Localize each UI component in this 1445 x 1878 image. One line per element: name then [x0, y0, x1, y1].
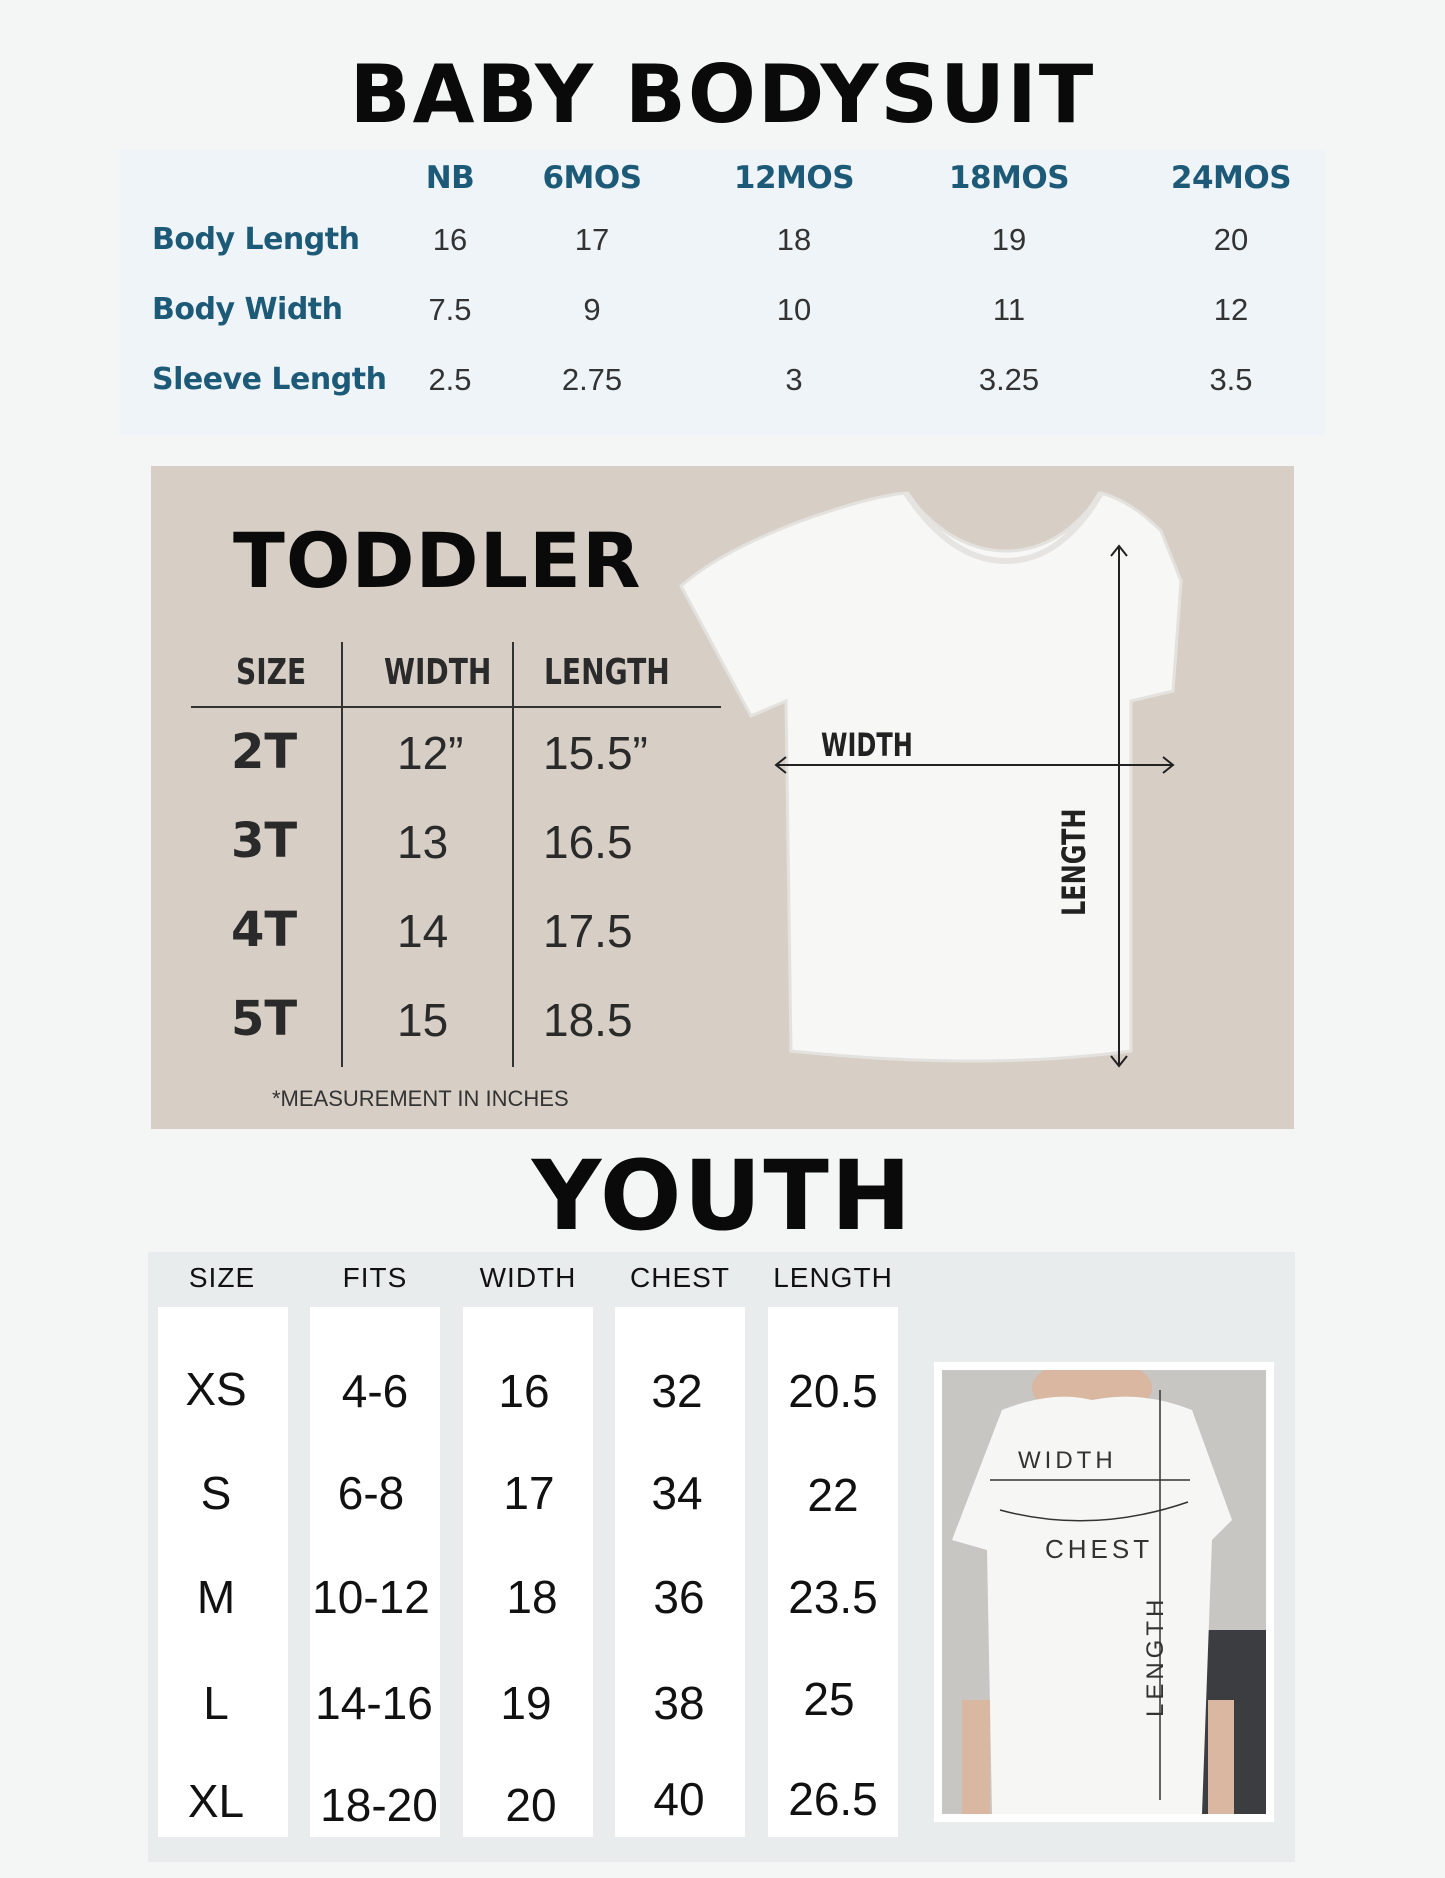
toddler-length: 17.5 — [543, 905, 633, 957]
youth-length-label: LENGTH — [1142, 1595, 1169, 1717]
youth-cell: 16 — [498, 1365, 550, 1417]
toddler-tshirt-diagram — [661, 491, 1281, 1101]
baby-cell: 11 — [992, 292, 1026, 327]
youth-tshirt-photo — [934, 1362, 1274, 1822]
toddler-width-label: WIDTH — [821, 726, 913, 764]
toddler-width: 12” — [397, 727, 464, 779]
youth-tshirt-illustration — [942, 1370, 1266, 1814]
baby-size-table — [120, 150, 1325, 435]
youth-cell: 25 — [803, 1673, 855, 1725]
youth-cell: 20.5 — [788, 1365, 878, 1417]
toddler-width: 14 — [397, 905, 449, 957]
baby-cell: 20 — [1213, 222, 1249, 257]
youth-cell: 4-6 — [341, 1365, 409, 1417]
toddler-header-length: LENGTH — [544, 652, 670, 693]
baby-cell: 7.5 — [428, 292, 472, 327]
baby-cell: 3.5 — [1209, 362, 1253, 397]
youth-cell: XS — [185, 1363, 247, 1415]
toddler-size: 3T — [231, 813, 298, 869]
youth-header-length: LENGTH — [773, 1262, 893, 1293]
baby-row-label: Sleeve Length — [152, 362, 387, 397]
toddler-length: 16.5 — [543, 816, 633, 868]
youth-cell: 10-12 — [312, 1571, 430, 1623]
baby-cell: 18 — [776, 222, 812, 257]
toddler-header-divider — [191, 706, 721, 708]
youth-cell: 38 — [653, 1677, 705, 1729]
baby-row-label: Body Width — [152, 292, 343, 327]
baby-cell: 2.5 — [428, 362, 472, 397]
toddler-header-width: WIDTH — [384, 652, 492, 693]
baby-header-18mos: 18MOS — [948, 160, 1070, 196]
youth-cell: 22 — [807, 1469, 859, 1521]
toddler-length: 18.5 — [543, 994, 633, 1046]
youth-cell: 18-20 — [320, 1779, 438, 1831]
baby-cell: 12 — [1213, 292, 1249, 327]
youth-cell: 40 — [653, 1773, 705, 1825]
baby-cell: 3 — [785, 362, 803, 397]
youth-width-label: WIDTH — [1018, 1447, 1117, 1474]
youth-header-chest: CHEST — [630, 1262, 730, 1293]
toddler-length: 15.5” — [543, 727, 648, 779]
youth-cell: 23.5 — [788, 1571, 878, 1623]
youth-header-width: WIDTH — [479, 1262, 577, 1293]
toddler-column-divider — [341, 642, 343, 1067]
baby-row-label: Body Length — [152, 222, 360, 257]
baby-header-12mos: 12MOS — [733, 160, 855, 196]
measurement-note: *MEASUREMENT IN INCHES — [272, 1086, 569, 1111]
toddler-width: 15 — [397, 994, 449, 1046]
youth-cell: 14-16 — [315, 1677, 433, 1729]
youth-cell: 20 — [505, 1779, 557, 1831]
toddler-header-size: SIZE — [236, 652, 307, 693]
toddler-title: TODDLER — [233, 516, 642, 605]
youth-cell: 32 — [651, 1365, 703, 1417]
youth-cell: M — [196, 1571, 236, 1623]
toddler-size-panel — [151, 466, 1294, 1129]
youth-cell: 26.5 — [788, 1773, 878, 1825]
toddler-width: 13 — [397, 816, 449, 868]
youth-cell: S — [200, 1467, 232, 1519]
baby-cell: 2.75 — [561, 362, 623, 397]
youth-cell: 18 — [506, 1571, 558, 1623]
toddler-column-divider — [512, 642, 514, 1067]
youth-chest-label: CHEST — [1045, 1534, 1154, 1564]
youth-header-size: SIZE — [188, 1262, 256, 1293]
baby-cell: 16 — [432, 222, 468, 257]
baby-header-nb: NB — [425, 160, 475, 196]
youth-cell: 34 — [651, 1467, 703, 1519]
toddler-size: 5T — [231, 991, 298, 1047]
youth-size-panel — [148, 1252, 1295, 1862]
baby-header-24mos: 24MOS — [1170, 160, 1292, 196]
baby-cell: 3.25 — [978, 362, 1040, 397]
youth-cell: 17 — [503, 1467, 555, 1519]
youth-header-fits: FITS — [342, 1262, 408, 1293]
youth-cell: 36 — [653, 1571, 705, 1623]
baby-cell: 17 — [574, 222, 610, 257]
youth-cell: L — [203, 1677, 229, 1729]
baby-header-6mos: 6MOS — [542, 160, 642, 196]
toddler-size: 2T — [231, 724, 298, 780]
baby-cell: 10 — [776, 292, 812, 327]
youth-cell: 19 — [500, 1677, 552, 1729]
youth-title: YOUTH — [531, 1140, 914, 1252]
baby-cell: 9 — [583, 292, 601, 327]
youth-cell: 6-8 — [337, 1467, 405, 1519]
toddler-size: 4T — [231, 902, 298, 958]
toddler-length-label: LENGTH — [1055, 808, 1093, 916]
youth-cell: XL — [187, 1775, 245, 1827]
baby-cell: 19 — [991, 222, 1027, 257]
baby-bodysuit-title: BABY BODYSUIT — [349, 48, 1096, 141]
